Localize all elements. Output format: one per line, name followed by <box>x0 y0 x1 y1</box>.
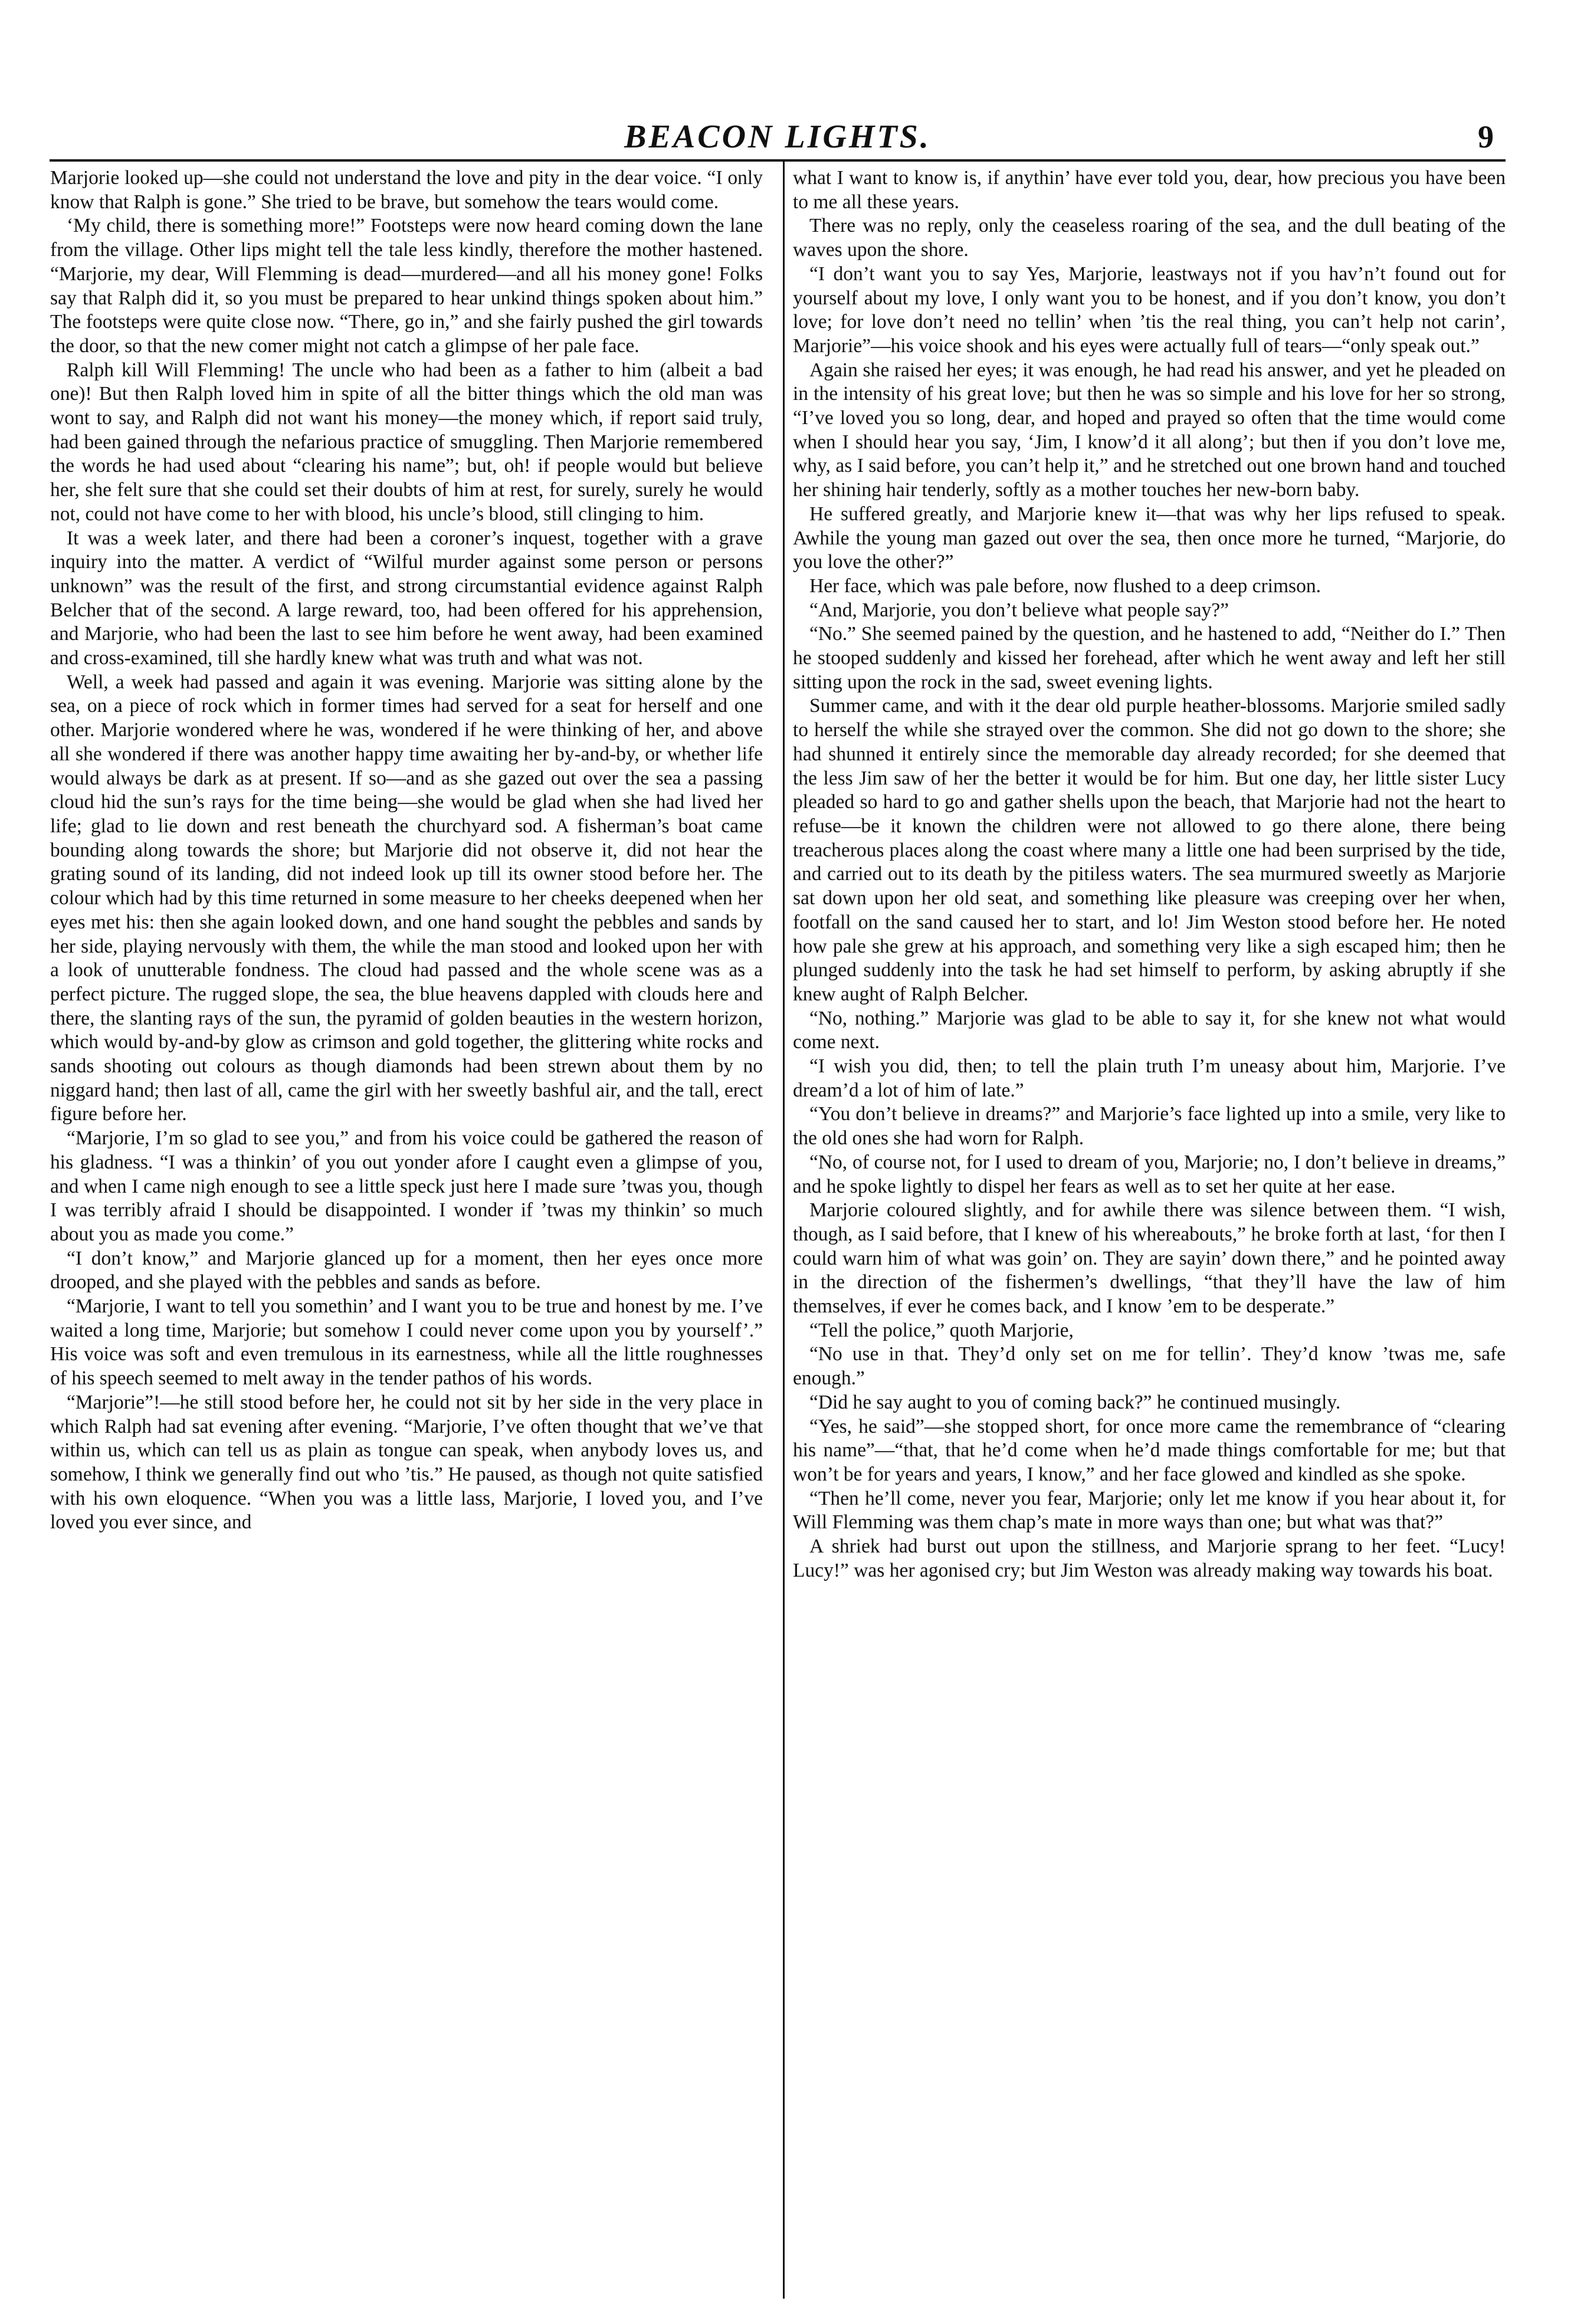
paragraph: Summer came, and with it the dear old purple heather-blossoms. Marjorie smiled sadly to herself the while she strayed over the common. She did not go down to the shore; she had shunned it entirely since the memorable day already recorded; for she deemed that the less Jim saw of her the better it would be for him. But one day, her little sister Lucy pleaded so hard to go and gather shells upon the beach, that Marjorie had not the heart to refuse—be it known the children were not allowed to go there alone, there being treacherous places along the coast where many a little one had been surprised by the tide, and carried out to its death by the pitiless waters. The sea murmured sweetly as Marjorie sat down upon her old seat, and something like pleasure was creeping over her when, footfall on the sand caused her to start, and lo! Jim Weston stood before her. He noted how pale she grew at his approach, and something very like a sigh escaped him; then he plunged suddenly into the task he had set himself to perform, by asking abruptly if she knew aught of Ralph Belcher. <box>793 695 1506 1005</box>
header-rule <box>50 159 1506 162</box>
paragraph: Ralph kill Will Flemming! The uncle who had been as a father to him (albeit a bad one)! But then Ralph loved him in spite of all the bitter things which the old man was wont to say, and Ralph did not want his money—the money which, if report said truly, had been gained through the nefarious practice of smuggling. Then Marjorie remembered the words he had used about “clearing his name”; but, oh! if people would but believe her, she felt sure that she could set their doubts of him at rest, for surely, surely he would not, could not have come to her with blood, his uncle’s blood, still clinging to him. <box>50 359 763 525</box>
paragraph: “Yes, he said”—she stopped short, for once more came the remembrance of “clearing his name”—“that, that he’d come when he’d made things comfortable for me; but that won’t be for years and years, I know,” and her face glowed and kindled as she spoke. <box>793 1415 1506 1485</box>
paragraph: “No use in that. They’d only set on me for tellin’. They’d know ’twas me, safe enough.” <box>793 1343 1506 1390</box>
page-header <box>50 116 1506 158</box>
paragraph: “Did he say aught to you of coming back?” he continued musingly. <box>809 1391 1341 1413</box>
paragraph: “Marjorie”!—he still stood before her, he could not sit by her side in the very place in which Ralph had sat evening after evening. “Marjorie, I’ve often thought that we’ve that within us, which can tell us as plain as tongue can speak, when anybody loves us, and somehow, I think we generally find out who ’tis.” He paused, as though not quite satisfied with his own eloquence. “When you was a little lass, Marjorie, I loved you, and I’ve loved you ever since, and <box>50 1391 763 1534</box>
paragraph: “And, Marjorie, you don’t believe what people say?” <box>809 599 1229 621</box>
paragraph: Her face, which was pale before, now flushed to a deep crimson. <box>809 575 1321 597</box>
paragraph: Marjorie looked up—she could not understand the love and pity in the dear voice. “I only know that Ralph is gone.” She tried to be brave, but somehow the tears would come. <box>50 167 763 213</box>
paragraph: “Then he’ll come, never you fear, Marjorie; only let me know if you hear about it, for Will Flemming was them chap’s mate in more ways than one; but what was that?” <box>793 1487 1506 1534</box>
paragraph: “No, nothing.” Marjorie was glad to be able to say it, for she knew not what would come next. <box>793 1007 1506 1053</box>
paragraph: It was a week later, and there had been a coroner’s inquest, together with a grave inquiry into the matter. A verdict of “Wilful murder against some person or persons unknown” was the result of the first, and strong circumstantial evidence against Ralph Belcher that of the second. A large reward, too, had been offered for his apprehension, and Marjorie, who had been the last to see him before he went away, had been examined and cross-examined, till she hardly knew what was truth and what was not. <box>50 527 763 669</box>
paragraph: “I wish you did, then; to tell the plain truth I’m uneasy about him, Marjorie. I’ve dream’d a lot of him of late.” <box>793 1055 1506 1101</box>
paragraph: what I want to know is, if anythin’ have ever told you, dear, how precious you have been to me all these years. <box>793 167 1506 213</box>
paragraph: There was no reply, only the ceaseless roaring of the sea, and the dull beating of the waves upon the shore. <box>793 215 1506 261</box>
paragraph: “Tell the police,” quoth Marjorie, <box>809 1319 1074 1341</box>
column-divider <box>783 160 785 2299</box>
paragraph: “I don’t want you to say Yes, Marjorie, leastways not if you hav’n’t found out for yourself about my love, I only want you to be honest, and if you don’t know, you don’t love; for love don’t need no tellin’ when ’tis the real thing, you can’t help not carin’, Marjorie”—his voice shook and his eyes were actually full of tears—“only speak out.” <box>793 262 1506 357</box>
paragraph: A shriek had burst out upon the stillness, and Marjorie sprang to her feet. “Lucy! Lucy!” was her agonised cry; but Jim Weston was already making way towards his boat. <box>793 1535 1506 1581</box>
paragraph: “No, of course not, for I used to dream of you, Marjorie; no, I don’t believe in dreams,” and he spoke lightly to dispel her fears as well as to set her quite at her ease. <box>793 1151 1506 1197</box>
paragraph: “Marjorie, I want to tell you somethin’ and I want you to be true and honest by me. I’ve waited a long time, Marjorie; but somehow I could never come upon you by yourself’.” His voice was soft and even tremulous in its earnestness, while all the little roughnesses of his speech seemed to melt away in the tender pathos of his words. <box>50 1295 763 1390</box>
paragraph: ‘My child, there is something more!” Footsteps were now heard coming down the lane from the village. Other lips might tell the tale less kindly, therefore the mother hastened. “Marjorie, my dear, Will Flemming is dead—murdered—and all his money gone! Folks say that Ralph did it, so you must be prepared to hear unkind things spoken about him.” The footsteps were quite close now. “There, go in,” and she fairly pushed the girl towards the door, so that the new comer might not catch a glimpse of her pale face. <box>50 215 763 357</box>
paragraph: He suffered greatly, and Marjorie knew it—that was why her lips refused to speak. Awhile the young man gazed out over the sea, then once more he turned, “Marjorie, do you love the other?” <box>793 503 1506 573</box>
paragraph: “I don’t know,” and Marjorie glanced up for a moment, then her eyes once more drooped, and she played with the pebbles and sands as before. <box>50 1247 763 1294</box>
paragraph: “No.” She seemed pained by the question, and he hastened to add, “Neither do I.” Then he stooped suddenly and kissed her forehead, after which he went away and left her still sitting upon the rock in the sad, sweet evening lights. <box>793 623 1506 693</box>
left-column <box>50 166 763 2296</box>
paragraph: Again she raised her eyes; it was enough, he had read his answer, and yet he pleaded on in the intensity of his great love; but then he was so simple and his love for her so strong, “I’ve loved you so long, dear, and hoped and prayed so often that the time would come when I should hear you say, ‘Jim, I know’d it all along’; but then if you don’t love me, why, as I said before, you can’t help it,” and he stretched out one brown hand and touched her shining hair tenderly, softly as a mother touches her new-born baby. <box>793 359 1506 501</box>
page-number: 9 <box>1478 119 1494 155</box>
paragraph: “You don’t believe in dreams?” and Marjorie’s face lighted up into a smile, very like to the old ones she had worn for Ralph. <box>793 1103 1506 1150</box>
paragraph: Well, a week had passed and again it was evening. Marjorie was sitting alone by the sea, on a piece of rock which in former times had served for a seat for herself and one other. Marjorie wondered where he was, wondered if he were thinking of her, and above all she wondered if there was another happy time awaiting her by-and-by, or whether life would always be dark as at present. If so—and as she gazed out over the sea a passing cloud hid the sun’s rays for the time being—she would be glad when she had lived her life; glad to lie down and rest beneath the churchyard sod. A fisherman’s boat came bounding along towards the shore; but Marjorie did not observe it, did not hear the grating sound of its landing, did not indeed look up till its owner stood before her. The colour which had by this time returned in some measure to her cheeks deepened when her eyes met his: then she again looked down, and one hand sought the pebbles and sands by her side, playing nervously with them, the while the man stood and looked upon her with a look of unutterable fondness. The cloud had passed and the whole scene was as a perfect picture. The rugged slope, the sea, the blue heavens dappled with clouds here and there, the slanting rays of the sun, the pyramid of golden beauties in the western horizon, which would by-and-by glow as crimson and gold together, the glittering white rocks and sands shooting out colours as though diamonds had been strewn about them by no niggard hand; then last of all, came the girl with her sweetly bashful air, and the tall, erect figure before her. <box>50 671 763 1125</box>
running-title: BEACON LIGHTS. <box>624 119 931 155</box>
paragraph: Marjorie coloured slightly, and for awhile there was silence between them. “I wish, though, as I said before, that I knew of his whereabouts,” he broke forth at last, ‘for then I could warn him of what was goin’ on. They are sayin’ down there,” and he pointed away in the direction of the fishermen’s dwellings, “that they’ll have the law of him themselves, if ever he comes back, and I know ’em to be desperate.” <box>793 1199 1506 1318</box>
paragraph: “Marjorie, I’m so glad to see you,” and from his voice could be gathered the reason of his gladness. “I was a thinkin’ of you out yonder afore I caught even a glimpse of you, and when I came nigh enough to see a little speck just here I made sure ’twas you, though I was terribly afraid I should be disappointed. I wonder if ’twas my thinkin’ so much about you as made you come.” <box>50 1127 763 1245</box>
right-column <box>793 166 1506 2296</box>
